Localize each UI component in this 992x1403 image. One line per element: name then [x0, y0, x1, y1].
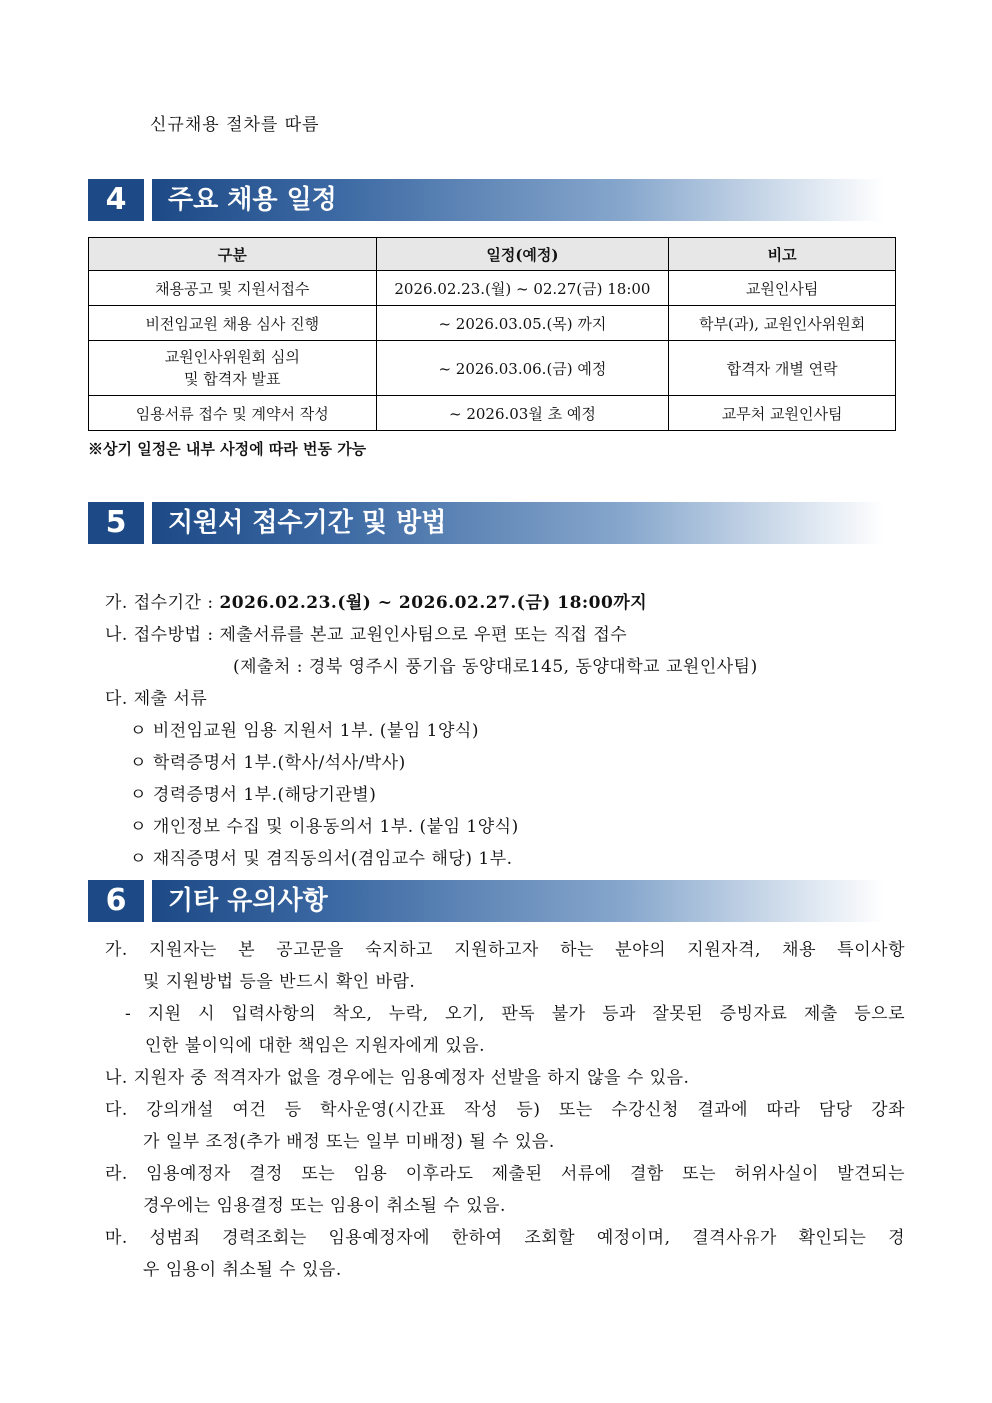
note-line: 가. 지원자는 본 공고문을 숙지하고 지원하고자 하는 분야의 지원자격, 채용 특이사항 — [105, 940, 905, 960]
note-line: 우 임용이 취소될 수 있음. — [143, 1260, 342, 1280]
table-header-row — [89, 238, 896, 271]
table-row — [89, 396, 896, 431]
table-row — [89, 306, 896, 341]
note-line: 마. 성범죄 경력조회는 임용예정자에 한하여 조회할 예정이며, 결격사유가 확인되는 경 — [105, 1228, 905, 1248]
schedule-footnote: ※상기 일정은 내부 사정에 따라 번동 가능 — [88, 440, 367, 458]
note-line: 라. 임용예정자 결정 또는 임용 이후라도 제출된 서류에 결함 또는 허위사실이 발견되는 — [105, 1164, 905, 1184]
section-number: 6 — [88, 880, 144, 922]
table-cell: ~ 2026.03.06.(금) 예정 — [376, 341, 669, 396]
section-title: 지원서 접수기간 및 방법 — [152, 502, 884, 544]
table-cell: 비전임교원 채용 심사 진행 — [89, 306, 377, 341]
column-header: 일정(예정) — [376, 238, 669, 271]
section-title: 주요 채용 일정 — [152, 179, 884, 221]
section-number: 5 — [88, 502, 144, 544]
list-item: ㅇ 비전임교원 임용 지원서 1부. (붙임 1양식) — [130, 721, 479, 741]
section-4-header — [88, 179, 884, 221]
note-line: 다. 강의개설 여건 등 학사운영(시간표 작성 등) 또는 수강신청 결과에 따라 담당 강좌 — [105, 1100, 905, 1120]
apply-method: 나. 접수방법 : 제출서류를 본교 교원인사팀으로 우편 또는 직접 접수 — [105, 625, 628, 645]
intro-text: 신규채용 절차를 따름 — [150, 115, 320, 135]
apply-address: (제출처 : 경북 영주시 풍기읍 동양대로145, 동양대학교 교원인사팀) — [233, 657, 758, 677]
table-cell: 교원인사팀 — [669, 271, 896, 306]
table-cell: 채용공고 및 지원서접수 — [89, 271, 377, 306]
table-row — [89, 271, 896, 306]
section-number: 4 — [88, 179, 144, 221]
table-row — [89, 341, 896, 396]
table-cell — [89, 341, 377, 396]
cell-line: 및 합격자 발표 — [184, 370, 281, 388]
schedule-table — [88, 237, 896, 431]
table-cell: 합격자 개별 연락 — [669, 341, 896, 396]
note-line: 나. 지원자 중 적격자가 없을 경우에는 임용예정자 선발을 하지 않을 수 있음. — [105, 1068, 690, 1088]
apply-period — [105, 588, 647, 613]
list-item: ㅇ 개인정보 수집 및 이용동의서 1부. (붙임 1양식) — [130, 817, 519, 837]
section-title: 기타 유의사항 — [152, 880, 884, 922]
note-line: 및 지원방법 등을 반드시 확인 바람. — [143, 972, 416, 992]
docs-title: 다. 제출 서류 — [105, 689, 208, 709]
section-6-header — [88, 880, 884, 922]
list-item: ㅇ 경력증명서 1부.(해당기관별) — [130, 785, 377, 805]
apply-period-label: 가. 접수기간 : — [105, 593, 220, 613]
note-line: 가 일부 조정(추가 배정 또는 일부 미배정) 될 수 있음. — [143, 1132, 555, 1152]
table-cell: ~ 2026.03월 초 예정 — [376, 396, 669, 431]
note-line: - 지원 시 입력사항의 착오, 누락, 오기, 판독 불가 등과 잘못된 증빙자료 제출 등으로 — [125, 1004, 905, 1024]
table-cell: 학부(과), 교원인사위원회 — [669, 306, 896, 341]
note-line: 인한 불이익에 대한 책임은 지원자에게 있음. — [145, 1036, 486, 1056]
section-5-header — [88, 502, 884, 544]
cell-line: 교원인사위원회 심의 — [164, 348, 300, 366]
note-line: 경우에는 임용결정 또는 임용이 취소될 수 있음. — [143, 1196, 506, 1216]
table-cell: 교무처 교원인사팀 — [669, 396, 896, 431]
table-cell: ~ 2026.03.05.(목) 까지 — [376, 306, 669, 341]
table-cell: 2026.02.23.(월) ~ 02.27(금) 18:00 — [376, 271, 669, 306]
column-header: 구분 — [89, 238, 377, 271]
list-item: ㅇ 재직증명서 및 겸직동의서(겸임교수 해당) 1부. — [130, 849, 513, 869]
table-cell: 임용서류 접수 및 계약서 작성 — [89, 396, 377, 431]
column-header: 비고 — [669, 238, 896, 271]
apply-period-value: 2026.02.23.(월) ~ 2026.02.27.(금) 18:00까지 — [219, 593, 648, 613]
list-item: ㅇ 학력증명서 1부.(학사/석사/박사) — [130, 753, 406, 773]
